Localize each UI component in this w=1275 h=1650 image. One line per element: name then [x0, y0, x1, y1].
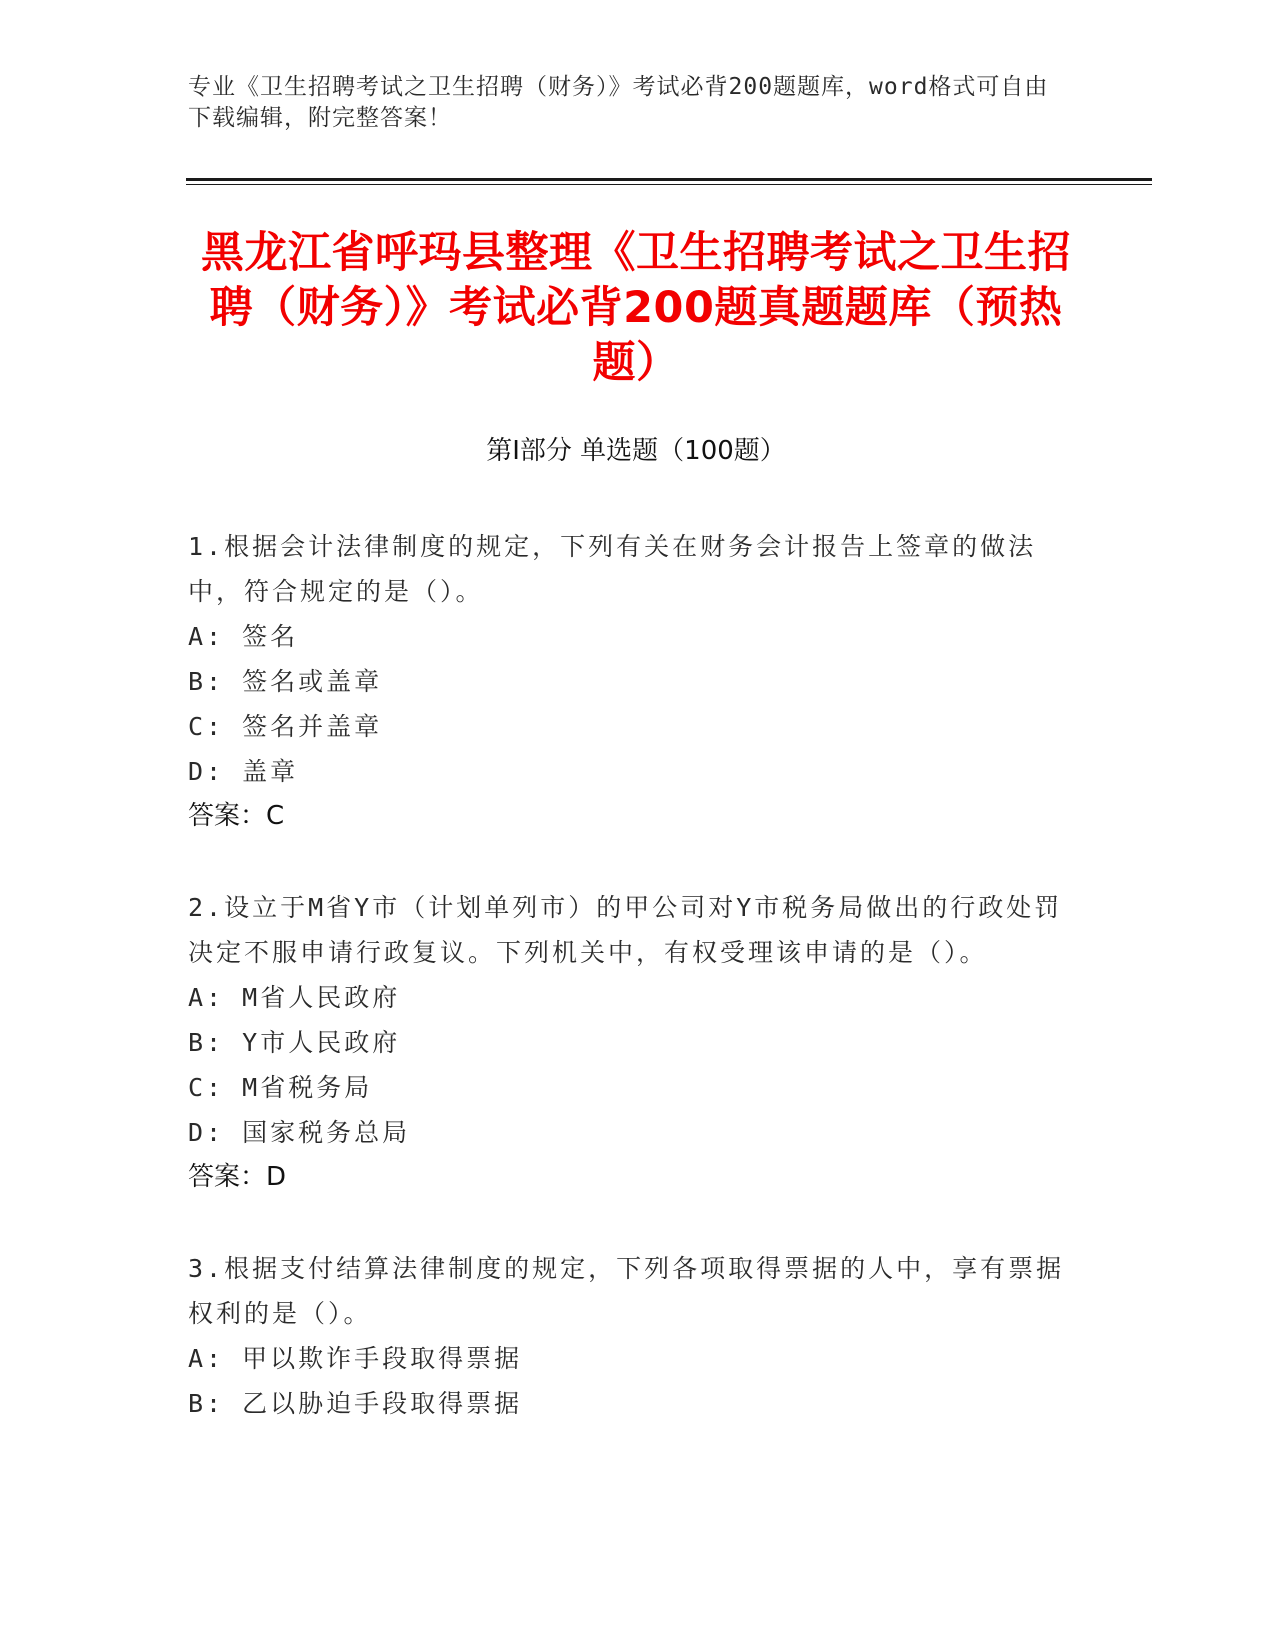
question-3	[188, 1246, 1068, 1426]
question-answer: 答案：C	[188, 801, 285, 831]
header-rule-thick	[186, 178, 1152, 181]
question-answer: 答案：D	[188, 1162, 287, 1192]
section-title: 第Ⅰ部分 单选题（100题）	[486, 436, 786, 466]
question-option-c: C: 签名并盖章	[188, 712, 383, 741]
question-stem: 2.设立于M省Y市（计划单列市）的甲公司对Y市税务局做出的行政处罚决定不服申请行政复议。下列机关中，有权受理该申请的是（）。	[188, 893, 1063, 967]
question-list	[188, 524, 1068, 1472]
question-stem: 3.根据支付结算法律制度的规定，下列各项取得票据的人中，享有票据权利的是（）。	[188, 1254, 1065, 1328]
header-note: 专业《卫生招聘考试之卫生招聘（财务）》考试必背200题题库，word格式可自由下载编辑，附完整答案！	[188, 74, 1049, 131]
question-option-a: A: 签名	[188, 622, 299, 651]
question-option-d: D: 盖章	[188, 757, 299, 786]
question-option-b: B: 签名或盖章	[188, 667, 383, 696]
header-rule-thin	[186, 184, 1152, 185]
question-option-b: B: 乙以胁迫手段取得票据	[188, 1389, 523, 1418]
question-option-c: C: M省税务局	[188, 1073, 373, 1102]
document-title: 黑龙江省呼玛县整理《卫生招聘考试之卫生招聘（财务）》考试必背200题真题题库（预热题）	[201, 228, 1071, 388]
question-option-b: B: Y市人民政府	[188, 1028, 401, 1057]
question-option-a: A: 甲以欺诈手段取得票据	[188, 1344, 523, 1373]
question-stem: 1.根据会计法律制度的规定，下列有关在财务会计报告上签章的做法中，符合规定的是（）。	[188, 532, 1037, 606]
question-2	[188, 885, 1068, 1200]
question-1	[188, 524, 1068, 839]
question-option-d: D: 国家税务总局	[188, 1118, 411, 1147]
question-option-a: A: M省人民政府	[188, 983, 401, 1012]
